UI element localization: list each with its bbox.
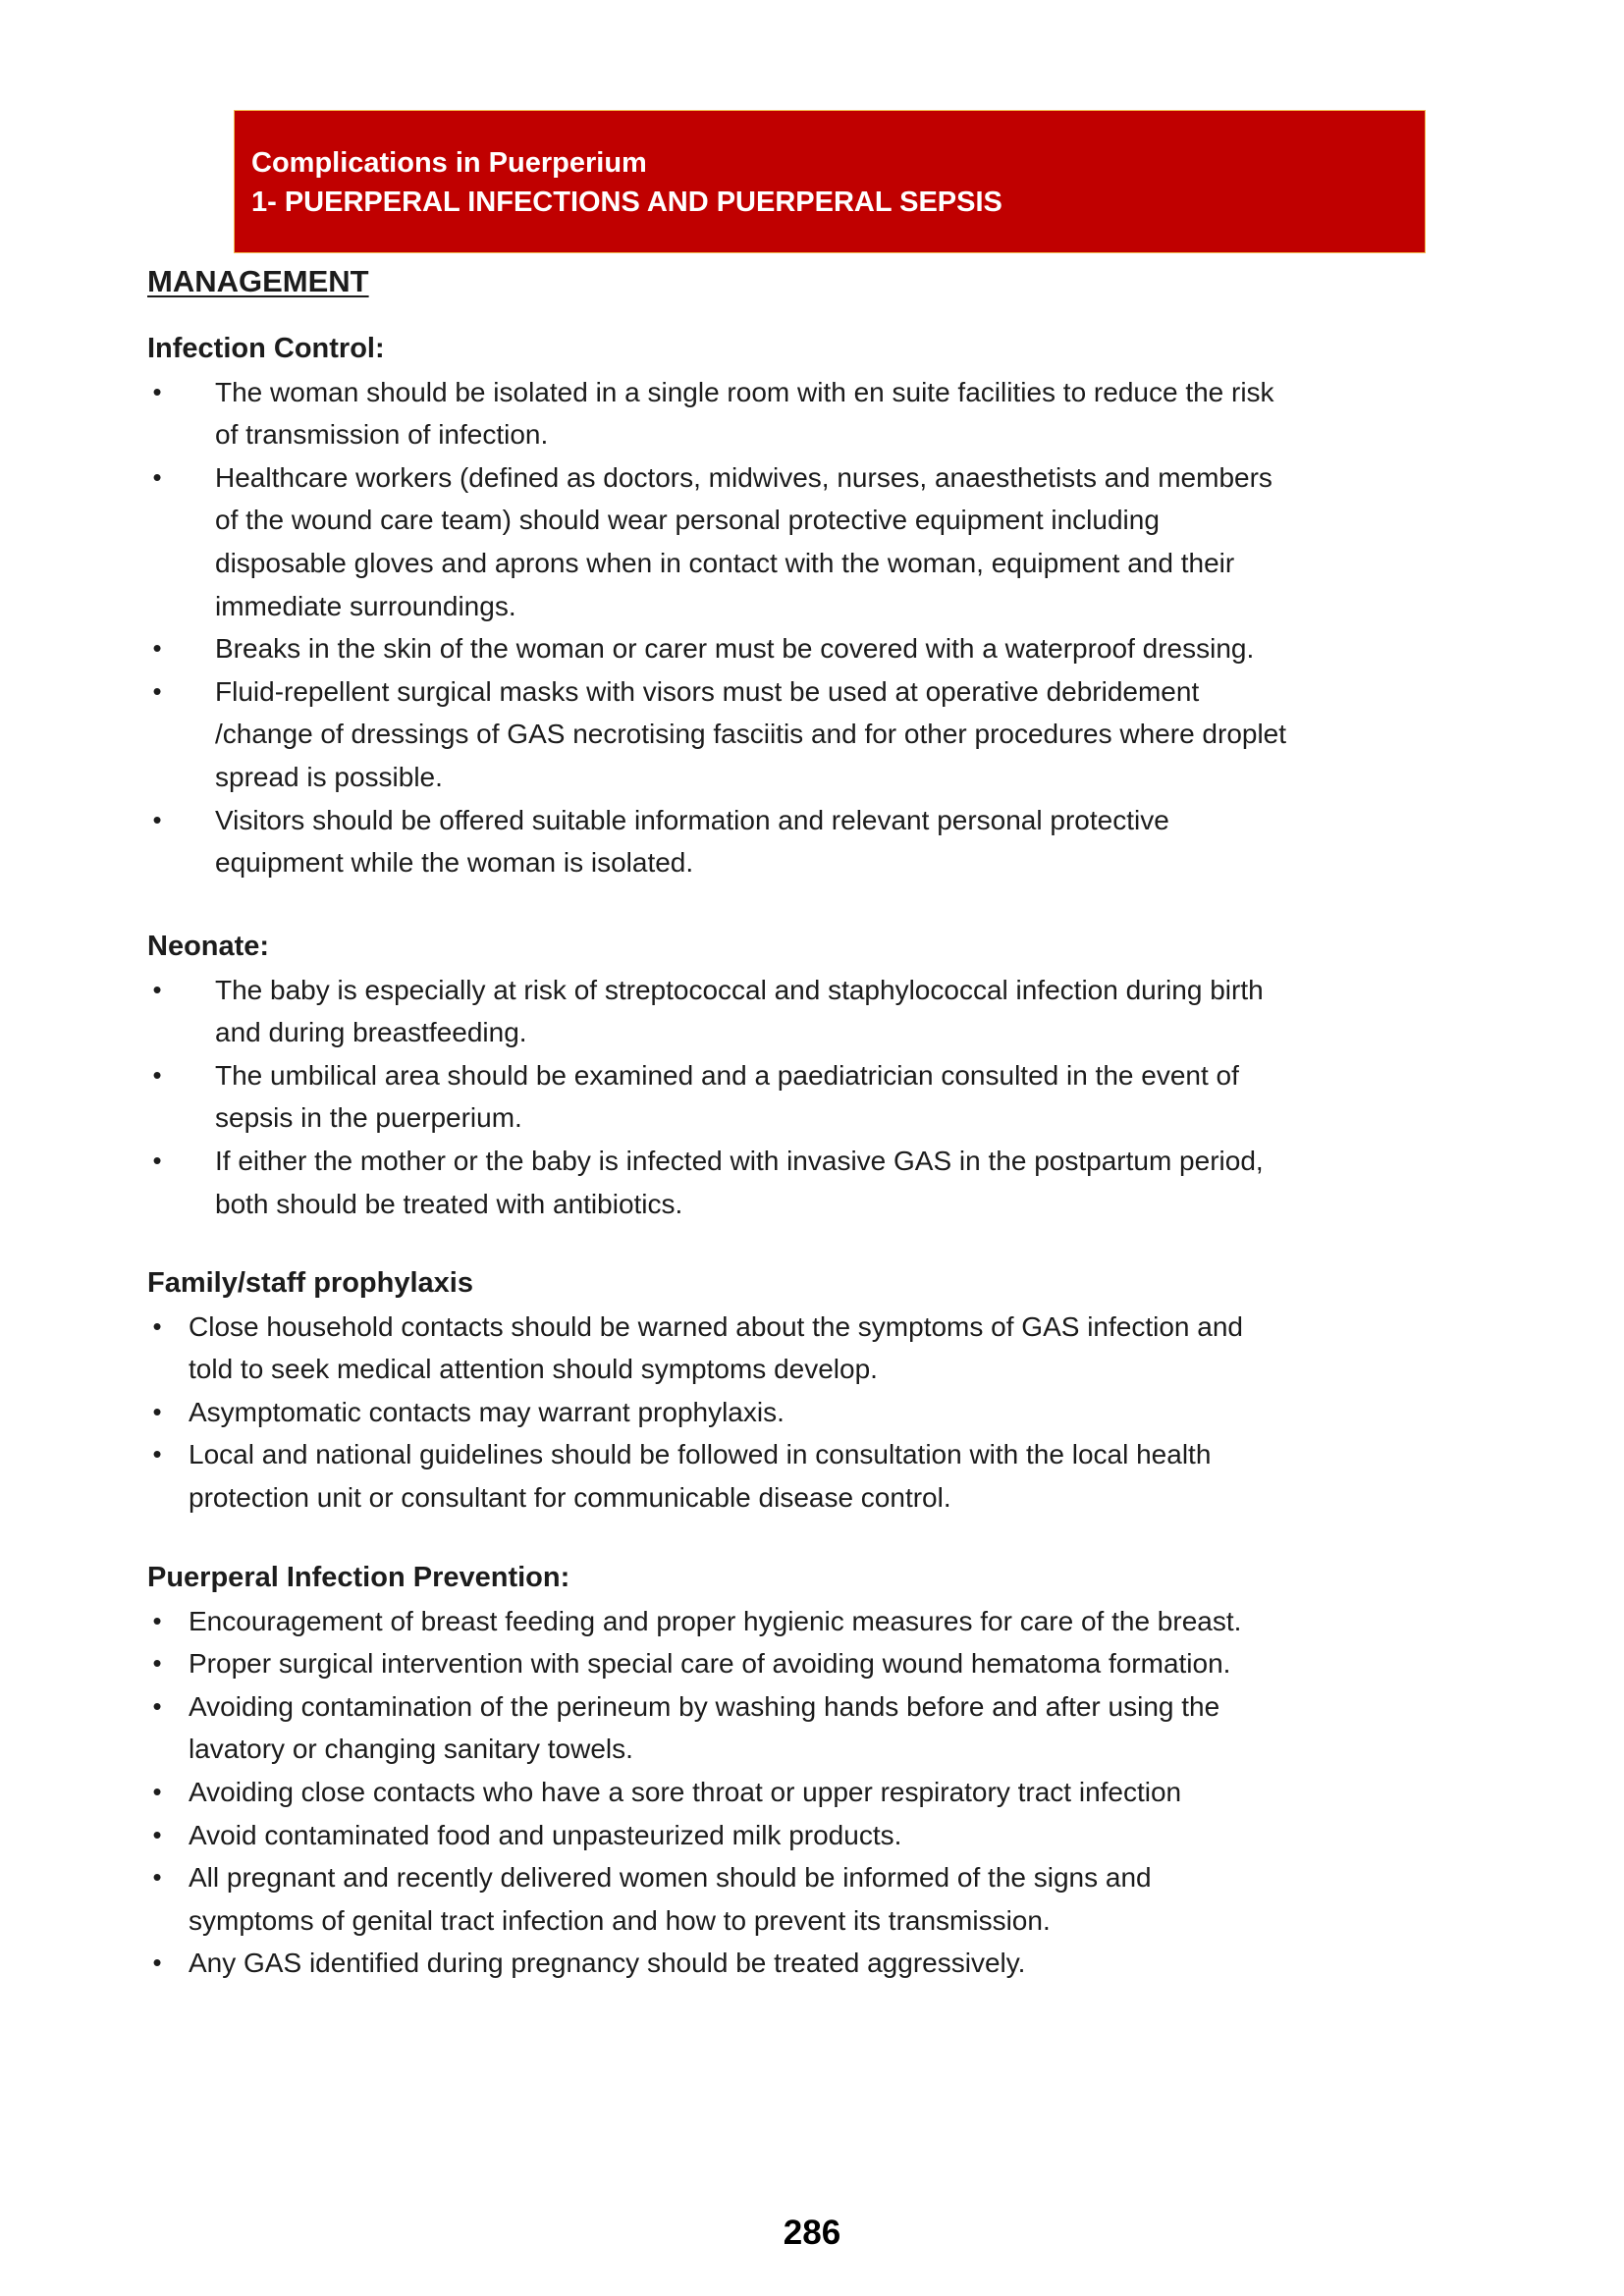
section-title: 1- PUERPERAL INFECTIONS AND PUERPERAL SEPSIS — [251, 187, 1002, 218]
bullet-icon: • — [152, 1690, 162, 1721]
item-text-line: spread is possible. — [215, 761, 443, 792]
item-text-line: of the wound care team) should wear personal protective equipment including — [215, 505, 1160, 536]
item-text-line: Breaks in the skin of the woman or carer must be covered with a waterproof dressing. — [215, 633, 1255, 665]
item-text-line: Avoid contaminated food and unpasteurized milk products. — [189, 1819, 902, 1850]
bullet-icon: • — [152, 1819, 162, 1849]
item-text-line: sepsis in the puerperium. — [215, 1102, 522, 1134]
item-text-line: Asymptomatic contacts may warrant prophylaxis. — [189, 1396, 785, 1427]
section-family-staff-prophylaxis — [147, 1262, 1502, 1520]
bullet-icon: • — [152, 376, 162, 406]
list-item — [147, 969, 1502, 1054]
list-item — [147, 1140, 1502, 1225]
item-text-line: told to seek medical attention should symptoms develop. — [189, 1354, 878, 1385]
bullet-icon: • — [152, 1396, 162, 1426]
item-text-line: protection unit or consultant for communicable disease control. — [189, 1481, 951, 1513]
bullet-icon: • — [152, 974, 162, 1004]
list-item — [147, 371, 1502, 456]
bullet-icon: • — [152, 1059, 162, 1090]
item-text-line: Encouragement of breast feeding and proper hygienic measures for care of the breast. — [189, 1605, 1242, 1636]
item-text-line: The baby is especially at risk of streptococcal and staphylococcal infection during birth — [215, 974, 1264, 1005]
list-item — [147, 1942, 1502, 1985]
bullet-icon: • — [152, 1948, 162, 1978]
bullet-list — [147, 371, 1502, 884]
bullet-list — [147, 969, 1502, 1226]
item-text-line: All pregnant and recently delivered women should be informed of the signs and — [189, 1862, 1152, 1894]
list-item — [147, 1814, 1502, 1857]
item-text-line: equipment while the woman is isolated. — [215, 847, 694, 879]
list-item — [147, 1054, 1502, 1140]
item-text-line: Proper surgical intervention with special care of avoiding wound hematoma formation. — [189, 1648, 1231, 1680]
list-item — [147, 670, 1502, 799]
item-text-line: lavatory or changing sanitary towels. — [189, 1734, 633, 1765]
item-text-line: Visitors should be offered suitable information and relevant personal protective — [215, 804, 1169, 835]
item-text-line: Any GAS identified during pregnancy should be treated aggressively. — [189, 1948, 1026, 1979]
bullet-icon: • — [152, 1145, 162, 1175]
management-heading: MANAGEMENT — [147, 264, 369, 298]
bullet-icon: • — [152, 1648, 162, 1679]
bullet-icon: • — [152, 461, 162, 492]
section-puerperal-infection-prevention — [147, 1557, 1502, 1985]
item-text-line: Avoiding contamination of the perineum by washing hands before and after using the — [189, 1690, 1220, 1722]
section-heading: Infection Control: — [147, 333, 385, 364]
item-text-line: Local and national guidelines should be followed in consultation with the local health — [189, 1439, 1212, 1470]
item-text-line: The umbilical area should be examined and a paediatrician consulted in the event of — [215, 1059, 1239, 1091]
list-item — [147, 627, 1502, 670]
chapter-title: Complications in Puerperium — [251, 147, 647, 179]
bullet-icon: • — [152, 1862, 162, 1893]
item-text-line: Fluid-repellent surgical masks with visors must be used at operative debridement — [215, 675, 1200, 707]
list-item — [147, 1642, 1502, 1685]
list-item — [147, 1306, 1502, 1391]
section-heading: Neonate: — [147, 931, 270, 962]
bullet-icon: • — [152, 1605, 162, 1635]
item-text-line: disposable gloves and aprons when in contact with the woman, equipment and their — [215, 547, 1235, 578]
list-item — [147, 1685, 1502, 1771]
bullet-icon: • — [152, 1439, 162, 1469]
item-text-line: Healthcare workers (defined as doctors, midwives, nurses, anaesthetists and members — [215, 461, 1272, 493]
section-infection-control — [147, 328, 1502, 884]
list-item — [147, 1856, 1502, 1942]
page-number: 286 — [783, 2214, 841, 2252]
list-item — [147, 799, 1502, 884]
bullet-list — [147, 1600, 1502, 1985]
item-text-line: Close household contacts should be warned about the symptoms of GAS infection and — [189, 1310, 1243, 1342]
section-heading: Family/staff prophylaxis — [147, 1267, 473, 1299]
chapter-header-banner — [234, 110, 1426, 253]
list-item — [147, 1771, 1502, 1814]
bullet-icon: • — [152, 633, 162, 664]
list-item — [147, 1600, 1502, 1643]
bullet-icon: • — [152, 675, 162, 706]
bullet-icon: • — [152, 1776, 162, 1806]
list-item — [147, 1391, 1502, 1434]
item-text-line: both should be treated with antibiotics. — [215, 1188, 683, 1219]
item-text-line: symptoms of genital tract infection and how to prevent its transmission. — [189, 1904, 1051, 1936]
item-text-line: and during breastfeeding. — [215, 1017, 527, 1048]
bullet-list — [147, 1306, 1502, 1520]
list-item — [147, 1433, 1502, 1519]
item-text-line: immediate surroundings. — [215, 590, 516, 621]
item-text-line: The woman should be isolated in a single room with en suite facilities to reduce the risk — [215, 376, 1274, 407]
item-text-line: Avoiding close contacts who have a sore throat or upper respiratory tract infection — [189, 1776, 1182, 1807]
bullet-icon: • — [152, 1310, 162, 1341]
section-heading: Puerperal Infection Prevention: — [147, 1562, 570, 1593]
bullet-icon: • — [152, 804, 162, 834]
list-item — [147, 456, 1502, 627]
item-text-line: /change of dressings of GAS necrotising fasciitis and for other procedures where droplet — [215, 719, 1287, 750]
section-neonate — [147, 926, 1502, 1225]
item-text-line: of transmission of infection. — [215, 419, 549, 451]
item-text-line: If either the mother or the baby is infected with invasive GAS in the postpartum period, — [215, 1145, 1264, 1176]
